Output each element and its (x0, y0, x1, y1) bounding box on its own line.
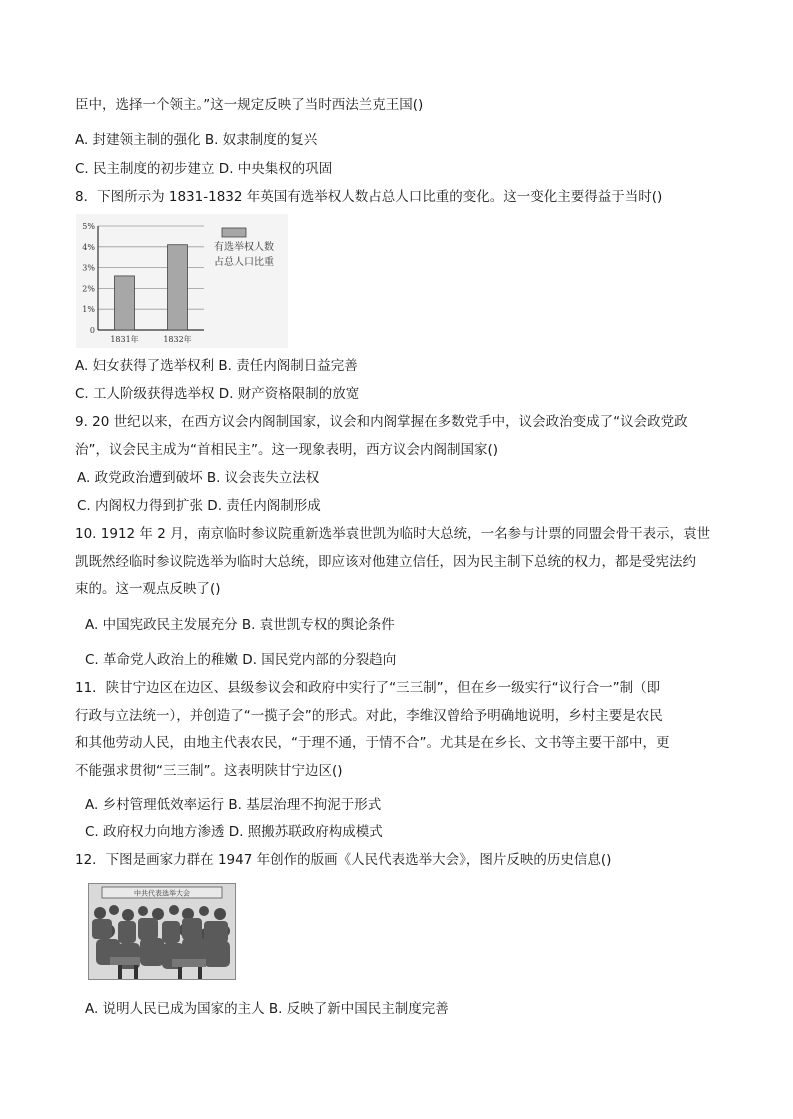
legend-label: 占总人口比重 (214, 257, 274, 268)
voter-ratio-chart (76, 214, 288, 348)
woodcut-print-image (88, 883, 236, 980)
question-9: 9. 20 世纪以来，在西方议会内阁制国家，议会和内阁掌握在多数党手中，议会政治变成了“议会政党政 (75, 414, 688, 430)
question-12: 12．下图是画家力群在 1947 年创作的版画《人民代表选举大会》，图片反映的历史信息() (75, 852, 612, 868)
question-11: 11．陕甘宁边区在边区、县级参议会和政府中实行了“三三制”，但在乡一级实行“议行合一”制（即 (75, 680, 661, 696)
text-line: 凯既然经临时参议院选举为临时大总统，即应该对他建立信任，因为民主制下总统的权力，都是受宪法约 (75, 554, 696, 570)
text-line: 不能强求贯彻“三三制”。这表明陕甘宁边区() (75, 763, 343, 779)
option-line: A. 封建领主制的强化 B. 奴隶制度的复兴 (75, 132, 318, 148)
option-line: C. 内阁权力得到扩张 D. 责任内阁制形成 (77, 498, 321, 514)
legend-label: 有选举权人数 (214, 242, 274, 253)
y-tick-label: 1% (82, 305, 95, 315)
option-line: A. 妇女获得了选举权利 B. 责任内阁制日益完善 (75, 358, 358, 374)
y-tick-label: 2% (82, 284, 95, 294)
bar (168, 245, 188, 330)
question-10: 10. 1912 年 2 月，南京临时参议院重新选举袁世凯为临时大总统，一名参与计票的同盟会骨干表示，袁世 (75, 526, 711, 542)
legend-swatch (222, 228, 246, 237)
y-tick-label: 5% (82, 222, 95, 231)
text-line: 和其他劳动人民，由地主代表农民，“于理不通，于情不合”。尤其是在乡长、文书等主要干部中，更 (75, 735, 670, 751)
option-line: C. 政府权力向地方渗透 D. 照搬苏联政府构成模式 (85, 824, 383, 840)
option-line: A. 乡村管理低效率运行 B. 基层治理不拘泥于形式 (85, 797, 382, 813)
chart-svg (76, 214, 288, 348)
option-line: C. 革命党人政治上的稚嫩 D. 国民党内部的分裂趋向 (85, 652, 397, 668)
y-tick-label: 3% (82, 263, 95, 273)
x-tick-label: 1831年 (110, 335, 139, 344)
question-8: 8．下图所示为 1831-1832 年英国有选举权人数占总人口比重的变化。这一变化主要得益于当时() (75, 189, 663, 205)
banner-text: 中共代表选举大会 (134, 889, 190, 898)
text-line: 束的。这一观点反映了() (75, 581, 221, 597)
option-line: A. 中国宪政民主发展充分 B. 袁世凯专权的舆论条件 (85, 617, 395, 633)
x-tick-label: 1832年 (163, 335, 192, 344)
text-line: 行政与立法统一），并创造了“一揽子会”的形式。对此，李维汉曾给予明确地说明，乡村主要是农民 (75, 708, 663, 724)
option-line: A. 政党政治遭到破坏 B. 议会丧失立法权 (77, 470, 320, 486)
bar (115, 276, 135, 330)
option-line: A. 说明人民已成为国家的主人 B. 反映了新中国民主制度完善 (85, 1001, 449, 1017)
y-tick-label: 0 (89, 326, 95, 335)
option-line: C. 工人阶级获得选举权 D. 财产资格限制的放宽 (75, 386, 360, 402)
y-tick-label: 4% (82, 242, 95, 252)
text-line: 臣中，选择一个领主。”这一规定反映了当时西法兰克王国() (75, 97, 424, 113)
text-line: 治”，议会民主成为“首相民主”。这一现象表明，西方议会内阁制国家() (75, 442, 499, 458)
option-line: C. 民主制度的初步建立 D. 中央集权的巩固 (75, 161, 333, 177)
